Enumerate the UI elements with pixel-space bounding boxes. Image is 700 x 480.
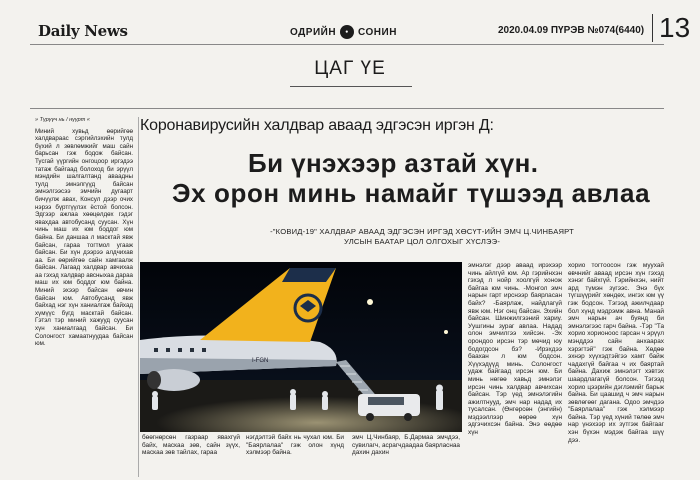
column-divider bbox=[138, 117, 139, 477]
masthead-rule bbox=[30, 44, 664, 45]
subheadline-line-2: УЛСЫН БААТАР ЦОЛ ОЛГОХЫГ ХҮСЛЭЭ- bbox=[343, 237, 501, 246]
section-bottom-rule bbox=[30, 108, 664, 109]
headline-line-1: Би үнэхээр азтай хүн. bbox=[248, 148, 539, 178]
daily-news-logo: Daily News bbox=[38, 22, 128, 40]
body-column-2-text: нэгдэлтэй байх нь чухал юм. Би "Баярлалаа" гэж олон хүнд хэлмээр байна. bbox=[246, 434, 344, 457]
masthead-title-right: СОНИН bbox=[358, 26, 397, 38]
section-title: ЦАГ ҮЕ bbox=[314, 58, 386, 79]
body-column-3 bbox=[352, 434, 460, 480]
right-column-1 bbox=[468, 262, 562, 480]
left-column bbox=[35, 117, 133, 480]
airplane-photo bbox=[140, 262, 462, 432]
right-column-2-text: хорио тогтоосон гэж муухай өвчнийг аваад ирсэн хүн гэхэд хэнэг байхгүй. Гэрийнхэн, нийт ард түмэн зүгээс. Энэ бүх түгшүүрийг хөндөх, ингэх юм үү гэж бодсон. Тэгээд ажилчдаар бол хүнд мэдрэмж авна. Манай эмч нарын ач буянд би эмнэлэгээс гарч байна. -Тэр "Та хорио хорионоос гарсан ч эрүүл мэнддээ сайн анхаарах хэрэгтэй" гэж байна. Хөдөө эхнэр хүүхэдтэйгээ хамт байж чадахгүй байгаа ч их баяртай байна. Дахиж эмнэлэгт хэвтэх шаардлагагүй болсон. Тэгээд хорио цээрийн дэглэмийг барьж байна. Би цаашид ч эмч нарын зөвлөгөөг дагана. Одоо эмчдээ "Баярлалаа" гэж хэлмээр байна. Тэр үед хүний төлөө эмч нар үнэхээр их зүтгэж байгааг хэн бүхэн мэдэж байгаа шүү дээ. bbox=[568, 262, 664, 444]
page-number: 13 bbox=[652, 14, 690, 42]
headline-line-2: Эх орон минь намайг түшээд авлаа bbox=[172, 178, 651, 208]
body-column-2 bbox=[246, 434, 344, 480]
masthead-title-left: ОДРИЙН bbox=[290, 26, 337, 38]
right-column-2 bbox=[568, 262, 664, 480]
body-column-1 bbox=[142, 434, 240, 480]
dateline: 2020.04.09 ПҮРЭВ №074(6440) bbox=[498, 25, 645, 36]
body-column-3-text: эмч Ц.Чинбаяр, Б.Дармаа эмчдээ, сувилагч, асрагчдаадаа баярласнаа дахин дахин bbox=[352, 434, 460, 457]
body-column-1-text: бөөгнөрсөн газраар явахгүй байх, маскаа зөв, сайн зүүх, маскаа зөв тайлах, гараа bbox=[142, 434, 240, 457]
subheadline bbox=[230, 227, 614, 247]
byline: » Түрүүч нь / нүүрт « bbox=[35, 117, 90, 123]
kicker: Коронавирусийн халдвар аваад эдгэсэн иргэн Д: bbox=[140, 117, 494, 134]
masthead-title bbox=[290, 25, 397, 39]
section-rule bbox=[290, 86, 412, 87]
masthead-logo-icon: ● bbox=[340, 25, 354, 39]
svg-text:I-FGN: I-FGN bbox=[252, 358, 269, 364]
right-column-1-text: эмнэлэг дээр аваад ирэхээр чинь айлгүй юм. Ар гэрийнхэн гэхэд л нойр хоолгүй хонож байгаа юм чинь. -Монгол эмч нарын гарт ирснээр баярласан байх? -Баярлаж, найдлагүй явж юм. Нэг онц байсан. Эхийн байсан. Шинжилгээний хариу. Уушгины зураг авлаа. Надад олон эмчилгээ хийсэн. -Эх орондоо ирсэн тэр мөчид юу бодогдсон бэ? -Ирэхдээ баахан л юм бодсон. Хүүхэдүүд минь. Солонгост удаж байгаад ирсэн юм. Би минь нөгөө хавьд эмнэлэг ирсэн чинь халдвар авчихсан байсан. Тэр үед эмнэлэгийн ажилтнууд, эмч нар надад их тусалсан. (Өнгөрсөн (энгийн) мэдээллээр өөрөө хүн эдгэчихсэн байна. Энэ өөдөө хүн bbox=[468, 262, 562, 437]
left-column-text: Миний хувьд өөрийгөө халдвараас сэргийлэхийн тулд бүхий л зөвлөмжийг маш сайн барьсан гэж бодож байсан. Тусгай үүргийн онгоцоор иргэдээ татаж байгаад болоход би эрүүл мэндийн шалгалтанд аваадны тулд эмнэлгүүд байсан эмнэлгээсээ эмчийн дугаарт бичүүлж авах, Консул дээр очих нэрээ бүртгүүлэх ёстой болсон. Эдгээр ажлаа хөөцөлдөх гэдэг явахдаа автобусанд суусан. Хүн чинь маш их юм боддог юм байна. Би даншаа л масктай явж байсан, гараа тогтмол угааж байсан. Би хүн дээрээ алдчихав аа. Би өөрийгөө сайн хамгаалж байсан. Лагаад халдвар авчихаа аа гэхэд халдвар авсныхаа дараа маш их юм боддог юм байна. Миний эхээр байсан өвчин байсан юм. Автобусанд явж байхад нэг хүн ханиалгаж байхад хүмүүс бүгд масктай байсан. Гэтэл тэр миний хажууд суусан хүн ханиалгаад байсан. Би Солонгост хамаатнуудаа байсан юм. bbox=[35, 127, 133, 348]
airplane-photo-illustration bbox=[140, 262, 462, 432]
subheadline-line-1: -"КОВИД-19" ХАЛДВАР АВААД ЭДГЭСЭН ИРГЭД ХӨСҮТ-ИЙН ЭМЧ Ц.ЧИНБАЯРТ bbox=[270, 227, 574, 236]
